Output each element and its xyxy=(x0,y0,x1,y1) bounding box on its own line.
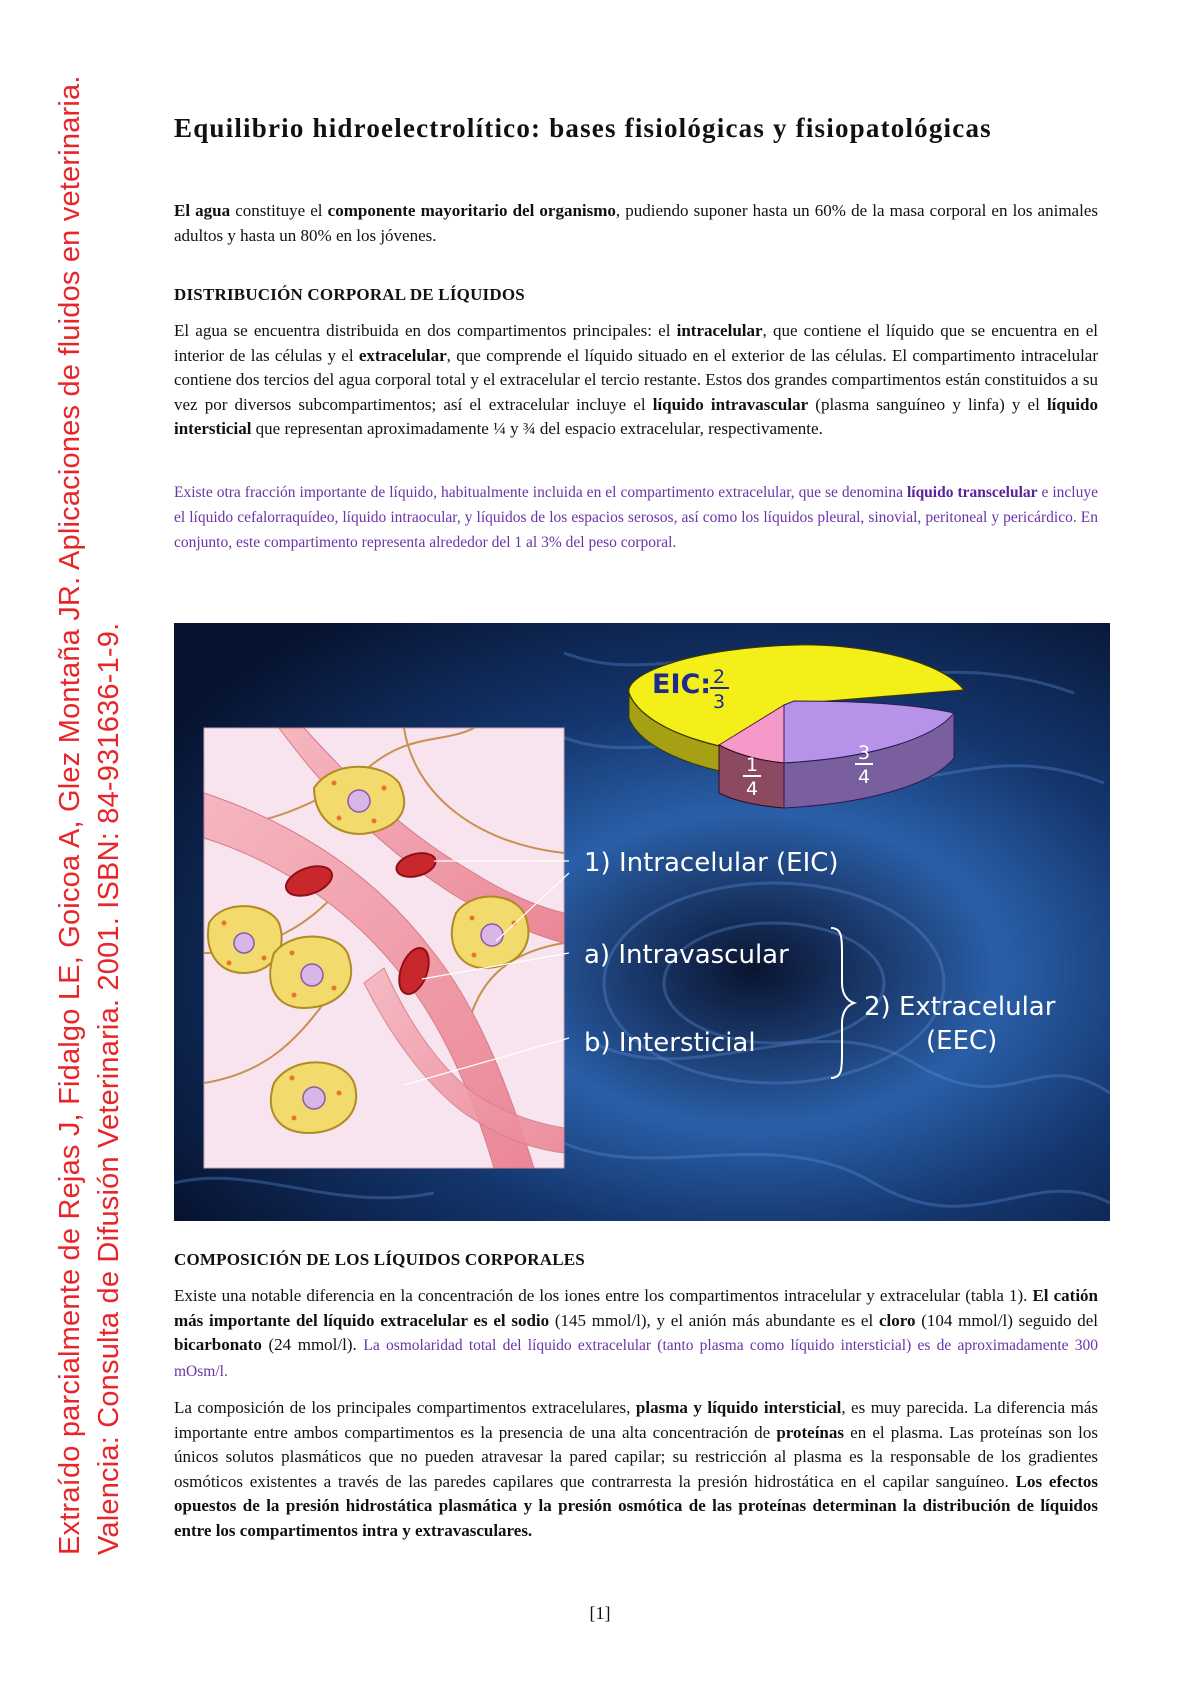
label-intracellular: 1) Intracelular (EIC) xyxy=(584,848,839,878)
section-heading-composition: COMPOSICIÓN DE LOS LÍQUIDOS CORPORALES xyxy=(174,1250,585,1269)
tissue-diagram xyxy=(204,728,569,1168)
pie-interstitial-numerator: 3 xyxy=(857,742,871,764)
label-extracellular: 2) Extracelular xyxy=(864,992,1056,1022)
figure-canvas xyxy=(174,623,1110,1221)
pie-eic-denominator: 3 xyxy=(712,691,726,713)
pie-interstitial-denominator: 4 xyxy=(857,766,871,788)
intro-paragraph: El agua constituye el componente mayoritario del organismo, pudiendo suponer hasta un 60% de la masa corporal en los animales adultos y hasta un 80% en los jóvenes. xyxy=(174,201,1098,245)
pie-label-eic: EIC: xyxy=(652,669,712,700)
pie-eic-numerator: 2 xyxy=(712,666,726,688)
distribution-paragraph: El agua se encuentra distribuida en dos compartimentos principales: el intracelular, que contiene el líquido que se encuentra en el interior de las células y el extracelular, que comprende el líquido situado en el exterior de las células. El compartimento intracelular contiene dos tercios del agua corporal total y el extracelular el tercio restante. Estos dos grandes compartimentos están constituidos a su vez por diversos subcompartimentos; así el extracelular incluye el líquido intravascular (plasma sanguíneo y linfa) y el líquido intersticial que representan aproximadamente ¼ y ¾ del espacio extracelular, respectivamente. xyxy=(174,321,1098,438)
label-eec: (EEC) xyxy=(926,1026,998,1056)
pie-intravascular-numerator: 1 xyxy=(745,754,759,776)
composition-paragraph-1: Existe una notable diferencia en la concentración de los iones entre los compartimentos intracelular y extracelular (tabla 1). El catión más importante del líquido extracelular es el sodio (145 mmol/l), y el anión más abundante es el cloro (104 mmol/l) seguido del bicarbonato (24 mmol/l). La osmolaridad total del líquido extracelular (tanto plasma como líquido intersticial) es de aproximadamente 300 mOsm/l. xyxy=(174,1286,1098,1380)
section-heading-distribution: DISTRIBUCIÓN CORPORAL DE LÍQUIDOS xyxy=(174,285,525,304)
citation-line-1: Extraído parcialmente de Rejas J, Fidalgo LE, Goicoa A, Glez Montaña JR. Aplicaciones de fluidos en veterinaria. xyxy=(54,75,86,1555)
page-title: Equilibrio hidroelectrolítico: bases fisiológicas y fisiopatológicas xyxy=(174,113,992,143)
label-interstitial: b) Intersticial xyxy=(584,1028,756,1058)
pie-intravascular-denominator: 4 xyxy=(745,778,759,800)
page-number: [1] xyxy=(589,1603,611,1623)
citation-line-2: Valencia: Consulta de Difusión Veterinaria. 2001. ISBN: 84-931636-1-9. xyxy=(93,622,125,1555)
compartments-figure xyxy=(174,623,1110,1221)
composition-paragraph-2: La composición de los principales compartimentos extracelulares, plasma y líquido intersticial, es muy parecida. La diferencia más importante entre ambos compartimentos es la presencia de una alta concentración de proteínas en el plasma. Las proteínas son los únicos solutos plasmáticos que no pueden atravesar la pared capilar; su restricción al plasma es la responsable de los gradientes osmóticos existentes a través de las paredes capilares que contrarresta la presión hidrostática en el capilar sanguíneo. Los efectos opuestos de la presión hidrostática plasmática y la presión osmótica de las proteínas determinan la distribución de líquidos entre los compartimentos intra y extravasculares. xyxy=(174,1398,1099,1540)
transcellular-paragraph: Existe otra fracción importante de líquido, habitualmente incluida en el compartimento extracelular, que se denomina líquido transcelular e incluye el líquido cefalorraquídeo, líquido intraocular, y líquidos de los espacios serosos, así como los líquidos pleural, sinovial, peritoneal y pericárdico. En conjunto, este compartimento representa alrededor del 1 al 3% del peso corporal. xyxy=(174,484,1098,551)
label-intravascular: a) Intravascular xyxy=(584,940,789,970)
citation-sidebar xyxy=(0,0,140,1698)
